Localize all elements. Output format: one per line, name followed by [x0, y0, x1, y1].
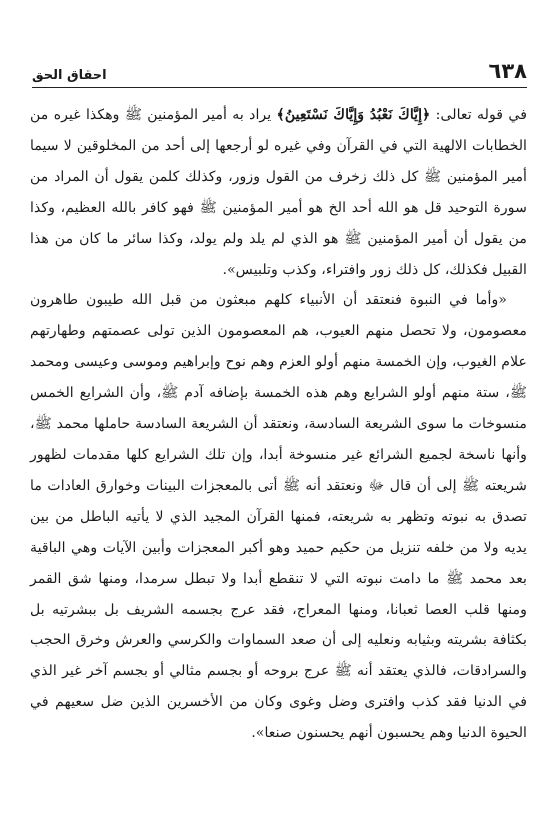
paragraph-1-body: يراد به أمير المؤمنين ﷺ وهكذا غيره من الخطابات الالهية التي في القرآن وفي غيره لو أرجعها إلى أحد من المخلوقين لا سيما أمير المؤمنين ﷺ كل ذلك زخرف من القول وزور، وكذلك كلمن يقول أن المراد من سورة التوحيد قل هو الله أحد الخ هو أمير المؤمنين ﷺ فهو كافر بالله العظيم، وكذا من يقول أن أمير المؤمنين ﷺ هو الذي لم يلد ولم يولد، وكذا سائر ما كان من هذا القبيل فكذلك، كل ذلك زور وافتراء، وكذب وتلبيس».	[30, 107, 527, 278]
paragraph-1-opening: في قوله تعالى:	[430, 107, 527, 123]
main-text	[30, 100, 527, 749]
page-header	[32, 58, 527, 88]
running-title: احقاق الحق	[32, 68, 107, 83]
paragraph-2: «وأما في النبوة فنعتقد أن الأنبياء كلهم مبعثون من قبل الله طيبون طاهرون معصومون، ولا تحصل منهم العيوب، هم المعصومون الذين تولى عصمتهم وطهارتهم علام الغيوب، وإن الخمسة منهم أولو العزم وهم نوح وإبراهيم وموسى وعيسى ومحمد ﷺ، ستة منهم أولو الشرايع وهم هذه الخمسة بإضافه آدم ﷺ، وأن الشرايع الخمس منسوخات ما سوى الشريعة السادسة، ونعتقد أن الشريعة السادسة حاملها محمد ﷺ، وأنها ناسخة لجميع الشرائع غير منسوخة أبدا، وإن تلك الشرايع كلها مقدمات لظهور شريعته ﷺ إلى أن قال ﷻ ونعتقد أنه ﷺ أتى بالمعجزات البينات وخوارق العادات ما تصدق به نبوته وتظهر به شريعته، فمنها القرآن المجيد الذي لا يأتيه الباطل من بين يديه ولا من خلفه تنزيل من حكيم حميد وهو أكبر المعجزات وأبين الآيات وهي الباقية بعد محمد ﷺ ما دامت نبوته التي لا تنقطع أبدا ولا تبطل سرمدا، ومنها شق القمر ومنها قلب العصا ثعبانا، ومنها المعراج، فقد عرج بجسمه الشريف بل ببشرتيه بل بكثافة بشريته وبثيابه ونعليه إلى أن صعد السماوات والكرسي والعرش وخرق الحجب والسرادقات، فالذي يعتقد أنه ﷺ عرج بروحه أو بجسم مثالي أو بجسم آخر غير الذي في الدنيا فقد كذب وافترى وضل وغوى وكان من الأخسرين الذين ضل سعيهم في الحيوة الدنيا وهم يحسبون أنهم يحسنون صنعا».	[30, 292, 527, 742]
quran-verse: ﴿إِيَّاكَ نَعْبُدُ وَإِيَّاكَ نَسْتَعِينُ﴾	[276, 107, 431, 123]
paragraph-1	[30, 100, 527, 285]
page-number: ٦٣٨	[488, 59, 527, 83]
